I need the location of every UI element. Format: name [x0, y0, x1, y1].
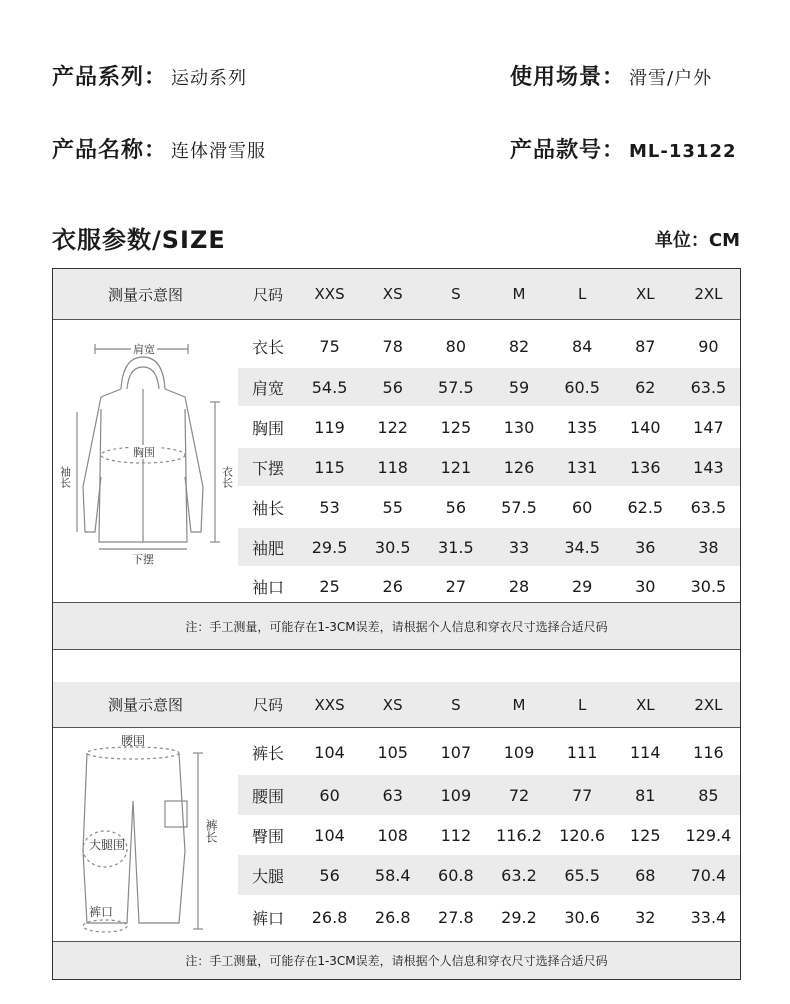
- size-col-header: M: [512, 695, 526, 714]
- length-label: 衣长: [220, 466, 234, 488]
- table-cell: 105: [377, 742, 408, 762]
- table-cell: 60: [319, 785, 340, 805]
- table-cell: 77: [571, 785, 593, 805]
- table-cell: 56: [445, 497, 467, 517]
- table-cell: 70.4: [690, 865, 727, 885]
- thigh-label: 大腿围: [88, 838, 126, 852]
- table-cell: 33: [508, 537, 530, 557]
- row-label: 衣长: [251, 337, 284, 357]
- table-cell: 119: [314, 417, 345, 437]
- table-cell: 32: [635, 907, 656, 927]
- size-chart-frame: [52, 268, 741, 980]
- size-col-header: XXS: [314, 285, 345, 303]
- name-label: 产品名称：: [52, 138, 168, 163]
- row-label: 袖长: [251, 498, 284, 518]
- divider: [53, 727, 740, 728]
- scene-value: 滑雪/户外: [629, 68, 713, 89]
- table-cell: 114: [630, 742, 661, 762]
- row-label: 下摆: [251, 458, 284, 478]
- table-cell: 53: [319, 497, 340, 517]
- chest-label: 胸围: [133, 446, 155, 459]
- table-cell: 26.8: [311, 907, 348, 927]
- hem-label: 下摆: [132, 553, 154, 566]
- pants-length-label: 裤长: [204, 819, 218, 843]
- table-cell: 136: [630, 457, 661, 477]
- table-cell: 125: [630, 825, 661, 845]
- table-cell: 30.5: [690, 576, 727, 596]
- table-cell: 30: [635, 576, 656, 596]
- table-cell: 118: [377, 457, 408, 477]
- row-label: 袖肥: [251, 538, 284, 558]
- table-cell: 62.5: [627, 497, 664, 517]
- table-cell: 57.5: [501, 497, 537, 517]
- cuff-label: 裤口: [88, 905, 114, 919]
- size-section-title: 衣服参数/SIZE: [52, 226, 226, 254]
- diagram-header: 测量示意图: [107, 696, 183, 714]
- size-col-header: S: [451, 695, 461, 714]
- table-cell: 29.5: [311, 537, 348, 557]
- product-code: [510, 133, 737, 164]
- table-cell: 130: [503, 417, 535, 437]
- product-name: [52, 133, 266, 164]
- pants-diagram: [53, 731, 238, 943]
- size-col-header: XXS: [314, 695, 345, 714]
- size-col-header: XS: [382, 695, 403, 714]
- series-label: 产品系列：: [52, 65, 168, 90]
- table-cell: 75: [319, 336, 340, 356]
- waist-label: 腰围: [120, 734, 146, 748]
- table-cell: 26.8: [374, 907, 411, 927]
- table-cell: 68: [635, 865, 656, 885]
- table-cell: 107: [440, 742, 472, 762]
- table-cell: 129.4: [685, 825, 732, 845]
- diagram-header: 测量示意图: [107, 285, 183, 304]
- table-cell: 121: [440, 457, 472, 477]
- table-cell: 126: [503, 457, 535, 477]
- table-cell: 58.4: [374, 865, 411, 885]
- table-cell: 109: [503, 742, 535, 762]
- table-cell: 30.5: [374, 537, 411, 557]
- row-label: 胸围: [251, 418, 284, 438]
- row-label: 裤口: [251, 908, 284, 928]
- table-cell: 65.5: [564, 865, 600, 885]
- table-cell: 135: [566, 417, 598, 437]
- table-cell: 87: [635, 336, 656, 356]
- table-cell: 80: [445, 336, 467, 356]
- jacket-header-row: [53, 269, 740, 319]
- table-cell: 104: [314, 742, 345, 762]
- table-cell: 90: [698, 336, 719, 356]
- table-cell: 63.2: [501, 865, 537, 885]
- table-cell: 33.4: [690, 907, 727, 927]
- table-cell: 120.6: [559, 825, 606, 845]
- table-cell: 116.2: [496, 825, 542, 845]
- size-col-header: 2XL: [694, 695, 723, 714]
- table-cell: 60.8: [438, 865, 474, 885]
- table-cell: 82: [508, 336, 530, 356]
- pants-header-row: [53, 682, 740, 727]
- pants-note: 注：手工测量，可能存在1-3CM误差，请根据个人信息和穿衣尺寸选择合适尺码: [53, 942, 740, 979]
- series-value: 运动系列: [171, 68, 248, 89]
- size-col-header: XL: [635, 285, 655, 303]
- table-cell: 63: [382, 785, 403, 805]
- unit-label: 单位：CM: [654, 230, 740, 251]
- table-cell: 27: [445, 576, 467, 596]
- shoulder-label: 肩宽: [133, 343, 155, 356]
- table-cell: 57.5: [438, 377, 474, 397]
- table-cell: 60.5: [564, 377, 600, 397]
- scene-label: 使用场景：: [510, 65, 626, 90]
- size-col-header: M: [512, 285, 526, 303]
- size-col-header: XL: [635, 695, 655, 714]
- table-cell: 131: [566, 457, 598, 477]
- sleeve-label: 袖长: [58, 466, 72, 488]
- table-cell: 28: [508, 576, 530, 596]
- table-cell: 63.5: [690, 377, 727, 397]
- table-cell: 25: [319, 576, 340, 596]
- table-cell: 59: [508, 377, 530, 397]
- table-cell: 34.5: [564, 537, 600, 557]
- table-cell: 26: [382, 576, 403, 596]
- table-cell: 116: [693, 742, 724, 762]
- row-label: 大腿: [251, 866, 284, 886]
- table-cell: 31.5: [438, 537, 474, 557]
- table-cell: 109: [440, 785, 472, 805]
- product-series: [52, 60, 247, 91]
- table-cell: 62: [635, 377, 656, 397]
- table-cell: 140: [630, 417, 661, 437]
- size-col-header: L: [577, 285, 587, 303]
- usage-scene: [510, 60, 712, 91]
- table-cell: 27.8: [438, 907, 474, 927]
- row-label: 腰围: [251, 786, 284, 806]
- table-cell: 115: [314, 457, 345, 477]
- table-cell: 104: [314, 825, 345, 845]
- table-cell: 112: [440, 825, 472, 845]
- row-label: 裤长: [251, 743, 284, 763]
- table-cell: 84: [571, 336, 593, 356]
- table-cell: 56: [319, 865, 340, 885]
- row-label: 袖口: [251, 577, 284, 597]
- row-label: 肩宽: [251, 378, 284, 398]
- table-cell: 30.6: [564, 907, 600, 927]
- code-value: ML-13122: [629, 141, 737, 162]
- table-cell: 56: [382, 377, 403, 397]
- table-cell: 81: [635, 785, 656, 805]
- table-cell: 111: [566, 742, 598, 762]
- row-label: 臀围: [251, 826, 284, 846]
- divider: [53, 649, 740, 650]
- table-cell: 122: [377, 417, 408, 437]
- table-cell: 54.5: [311, 377, 348, 397]
- table-cell: 72: [508, 785, 530, 805]
- jacket-diagram: [53, 327, 238, 577]
- table-cell: 63.5: [690, 497, 727, 517]
- divider: [53, 319, 740, 320]
- size-col-header: L: [577, 695, 587, 714]
- size-col-header: S: [451, 285, 461, 303]
- table-cell: 36: [635, 537, 656, 557]
- code-label: 产品款号：: [510, 138, 626, 163]
- size-header: 尺码: [252, 696, 283, 714]
- jacket-note: 注：手工测量，可能存在1-3CM误差，请根据个人信息和穿衣尺寸选择合适尺码: [53, 603, 740, 649]
- table-cell: 85: [698, 785, 719, 805]
- size-col-header: XS: [382, 285, 403, 303]
- name-value: 连体滑雪服: [171, 141, 267, 162]
- table-cell: 29: [571, 576, 593, 596]
- table-cell: 147: [693, 417, 724, 437]
- table-cell: 108: [377, 825, 408, 845]
- table-cell: 60: [571, 497, 593, 517]
- table-cell: 125: [440, 417, 472, 437]
- table-cell: 78: [382, 336, 403, 356]
- table-cell: 55: [382, 497, 403, 517]
- table-cell: 29.2: [501, 907, 537, 927]
- table-cell: 38: [698, 537, 719, 557]
- size-header: 尺码: [252, 285, 283, 304]
- size-col-header: 2XL: [694, 285, 723, 303]
- table-cell: 143: [693, 457, 724, 477]
